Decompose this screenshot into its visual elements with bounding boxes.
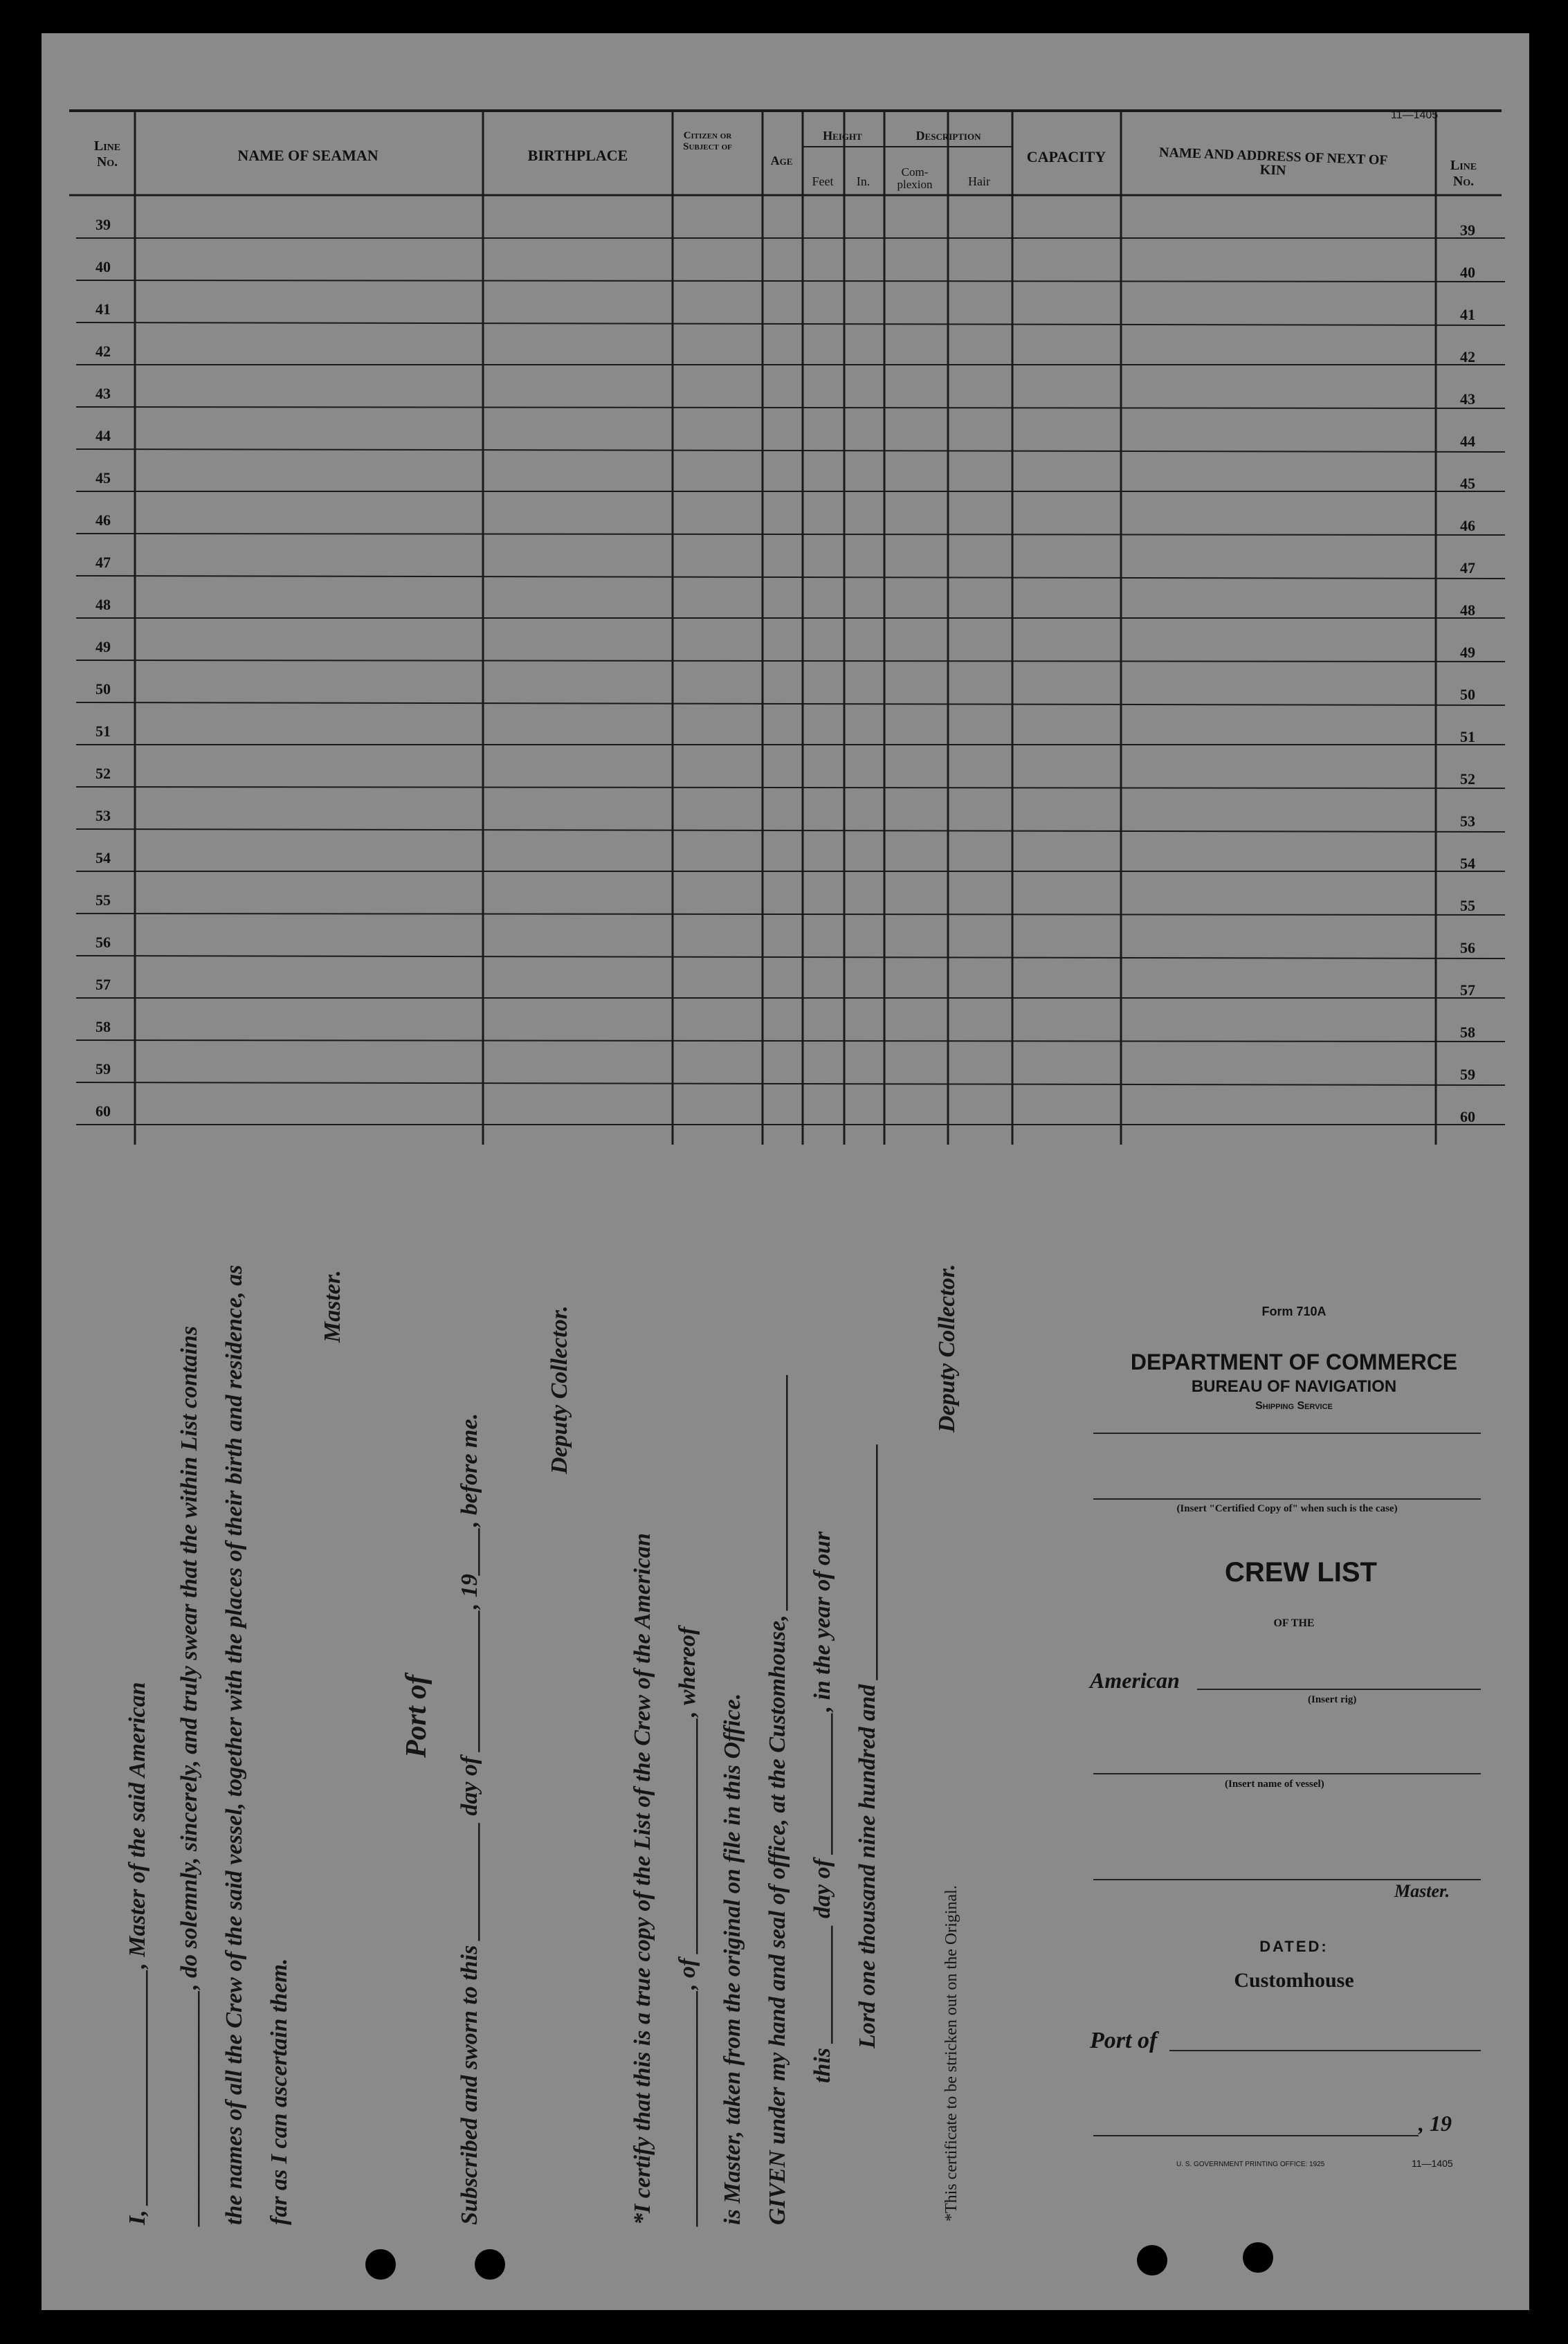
cert-port-of: Port of [401, 1674, 432, 1758]
row-number-left: 51 [95, 723, 111, 740]
row-number-left: 52 [95, 765, 111, 782]
row-line [76, 702, 1505, 705]
row-number-right: 54 [1460, 855, 1475, 872]
cert-line-1: I, ____________________, Master of the said American [125, 1682, 150, 2225]
dated-label: DATED: [1259, 1938, 1329, 1955]
rig-line [1197, 1689, 1481, 1690]
row-number-left: 53 [95, 807, 111, 824]
header-age: Age [770, 154, 793, 167]
punch-hole [1137, 2245, 1167, 2275]
row-number-right: 53 [1460, 812, 1475, 830]
row-number-right: 49 [1460, 644, 1475, 661]
row-number-left: 47 [95, 554, 111, 571]
row-number-left: 57 [95, 976, 111, 993]
customhouse-label: Customhouse [1234, 1969, 1354, 1992]
row-number-left: 58 [95, 1018, 111, 1035]
row-number-right: 59 [1460, 1066, 1475, 1083]
date-line [1093, 2135, 1419, 2136]
row-number-left: 40 [95, 258, 111, 275]
row-number-right: 50 [1460, 686, 1475, 703]
header-birthplace: BIRTHPLACE [527, 147, 628, 164]
bureau-title: BUREAU OF NAVIGATION [1191, 1377, 1397, 1396]
insert-rig-note: (Insert rig) [1308, 1694, 1357, 1705]
row-number-right: 44 [1460, 433, 1475, 450]
row-line [76, 1040, 1505, 1042]
header-height: Height [823, 129, 862, 143]
cert-master: Master. [320, 1270, 345, 1343]
form-ref-top: 11—1405 [1391, 109, 1439, 121]
row-number-left: 42 [95, 343, 111, 360]
cert-subscribed: Subscribed and sworn to this __________ day of ____________, 19____, before me. [457, 1412, 482, 2225]
row-line [76, 322, 1505, 325]
insert-name-note: (Insert name of vessel) [1225, 1779, 1324, 1790]
row-number-right: 52 [1460, 770, 1475, 788]
header-name-of-seaman: NAME OF SEAMAN [237, 147, 379, 164]
cert-line-3: the names of all the Crew of the said vessel, together with the places of their birth and residence, as [221, 1264, 247, 2225]
row-number-right: 41 [1460, 306, 1475, 323]
header-inches: In. [856, 174, 870, 188]
cert-this-day: this __________ day of ____________, in the year of our [810, 1531, 835, 2083]
header-complexion: Com-plexion [897, 165, 933, 191]
cert-lord: Lord one thousand nine hundred and ____________________ [855, 1443, 880, 2048]
row-number-left: 56 [95, 934, 111, 951]
port-line [1169, 2050, 1481, 2051]
row-number-left: 44 [95, 427, 111, 444]
row-number-right: 60 [1460, 1108, 1475, 1125]
cert-given: GIVEN under my hand and seal of office, at the Customhouse, ____________________ [765, 1373, 790, 2225]
header-feet: Feet [812, 174, 834, 188]
row-line [76, 449, 1505, 452]
row-line [76, 660, 1505, 662]
cert-line-4: far as I can ascertain them. [266, 1958, 292, 2225]
row-number-left: 48 [95, 596, 111, 613]
certified-copy-line [1093, 1498, 1481, 1500]
row-line [76, 280, 1505, 282]
certified-copy-note: (Insert "Certified Copy of" when such is the case) [1176, 1503, 1398, 1514]
row-number-left: 43 [95, 385, 111, 402]
row-number-right: 42 [1460, 348, 1475, 365]
form-number: Form 710A [1261, 1305, 1327, 1318]
row-number-left: 55 [95, 891, 111, 909]
row-line [76, 956, 1505, 959]
department-title: DEPARTMENT OF COMMERCE [1130, 1350, 1458, 1374]
row-line [76, 576, 1505, 579]
row-number-left: 50 [95, 680, 111, 698]
port-of-label: Port of [1090, 2028, 1158, 2053]
header-next-of-kin: NAME AND ADDRESS OF NEXT OF KIN [1158, 145, 1388, 179]
cert-of-whereof: ____________________, of ____________________, whereof [675, 1626, 700, 2225]
row-number-left: 60 [95, 1102, 111, 1120]
row-number-right: 39 [1460, 221, 1475, 239]
header-description: Description [915, 129, 981, 143]
header-citizen: Citizen or Subject of [683, 130, 732, 152]
punch-hole [1243, 2242, 1273, 2273]
header-line-no-right: Line No. [1450, 158, 1477, 189]
header-line-no: Line No. [93, 138, 121, 170]
row-number-left: 59 [95, 1060, 111, 1078]
vessel-name-line [1093, 1773, 1481, 1774]
row-line [76, 1082, 1505, 1085]
master-line [1093, 1879, 1481, 1880]
printer-imprint: U. S. GOVERNMENT PRINTING OFFICE: 1925 [1176, 2161, 1325, 2168]
of-the-label: OF THE [1273, 1617, 1315, 1629]
row-number-left: 45 [95, 469, 111, 487]
row-number-left: 49 [95, 638, 111, 655]
row-number-right: 58 [1460, 1024, 1475, 1041]
row-number-right: 45 [1460, 475, 1475, 492]
crew-list-title: CREW LIST [1225, 1557, 1377, 1588]
row-number-left: 39 [95, 216, 111, 233]
master-label: Master. [1394, 1881, 1450, 1901]
cert-line-2: ____________________, do solemnly, sincerely, and truly swear that the within List contains [176, 1325, 202, 2225]
vessel-type-line [1093, 1433, 1481, 1434]
row-number-left: 41 [95, 300, 111, 318]
cert-certify: *I certify that this is a true copy of the List of the Crew of the American [630, 1533, 655, 2225]
header-capacity: CAPACITY [1026, 148, 1106, 165]
row-line [76, 914, 1505, 915]
cert-is-master: is Master, taken from the original on file in this Office. [720, 1693, 745, 2225]
row-number-right: 47 [1460, 559, 1475, 576]
row-number-right: 48 [1460, 601, 1475, 619]
row-number-right: 46 [1460, 517, 1475, 534]
punch-hole [365, 2249, 396, 2280]
year-label: , 19 [1419, 2111, 1452, 2136]
row-number-right: 55 [1460, 897, 1475, 914]
cert-deputy-1: Deputy Collector. [547, 1305, 572, 1474]
row-line [76, 534, 1505, 535]
form-ref-bottom: 11—1405 [1412, 2158, 1453, 2169]
american-label: American [1090, 1668, 1180, 1693]
row-number-right: 43 [1460, 390, 1475, 408]
row-number-right: 40 [1460, 264, 1475, 281]
row-number-left: 46 [95, 511, 111, 529]
row-line [76, 829, 1505, 832]
header-hair: Hair [968, 174, 990, 188]
row-line [76, 407, 1505, 408]
service-title: Shipping Service [1255, 1400, 1333, 1412]
punch-hole [475, 2249, 505, 2280]
cert-footnote: *This certificate to be stricken out on the Original. [942, 1885, 960, 2222]
cert-deputy-2: Deputy Collector. [934, 1264, 960, 1433]
row-number-right: 57 [1460, 981, 1475, 999]
row-line [76, 787, 1505, 788]
row-number-left: 54 [95, 849, 111, 866]
row-number-right: 51 [1460, 728, 1475, 745]
row-number-right: 56 [1460, 939, 1475, 956]
